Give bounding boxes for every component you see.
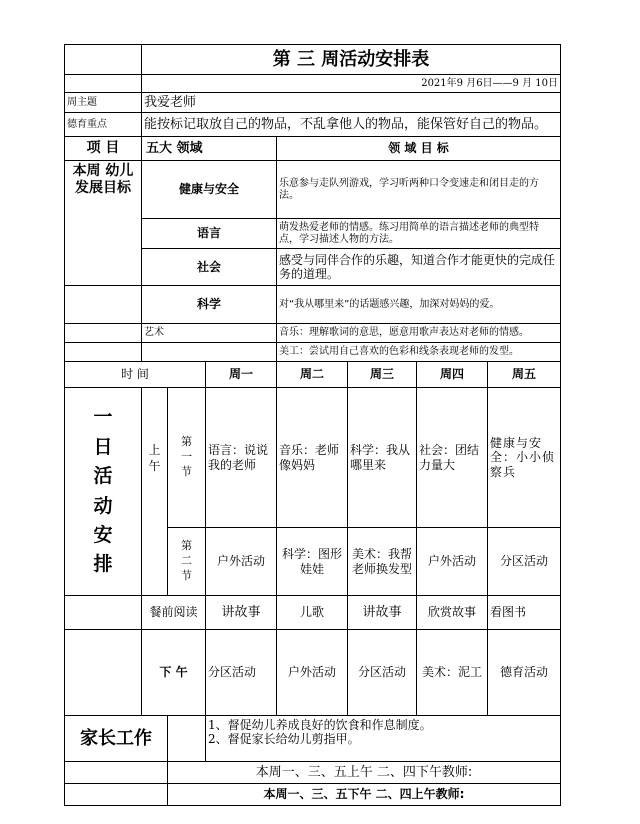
week-goal-label: 本周 幼儿 发展目标 bbox=[65, 161, 142, 286]
second-period-fri: 分区活动 bbox=[488, 528, 561, 596]
page-title: 第 三 周活动安排表 bbox=[142, 45, 561, 75]
first-period-thu: 社会：团结力量大 bbox=[417, 388, 488, 528]
first-period-label: 第一节 bbox=[168, 388, 206, 528]
reading-wed: 讲故事 bbox=[348, 596, 417, 630]
day-header-fri: 周五 bbox=[488, 362, 561, 388]
goal-language: 萌发热爱老师的情感。练习用简单的语言描述老师的典型特点，学习描述人物的方法。 bbox=[277, 219, 561, 249]
moral-label: 德育重点 bbox=[65, 113, 142, 137]
goal-art-music: 音乐：理解歌词的意思，愿意用歌声表达对老师的情感。 bbox=[277, 324, 561, 343]
parent-work-item: 2、督促家长给幼儿剪指甲。 bbox=[208, 732, 360, 747]
day-header-tue: 周二 bbox=[277, 362, 348, 388]
schedule-table bbox=[64, 44, 561, 806]
day-header-thu: 周四 bbox=[417, 362, 488, 388]
reading-fri: 看图书 bbox=[488, 596, 561, 630]
parent-work-item: 1、督促幼儿养成良好的饮食和作息制度。 bbox=[208, 718, 432, 732]
second-period-tue: 科学：图形娃娃 bbox=[277, 528, 348, 596]
parent-work-blank bbox=[168, 716, 206, 762]
teachers-blank-2 bbox=[65, 784, 168, 806]
goal-health: 乐意参与走队列游戏，学习听两种口令变速走和闭目走的方法。 bbox=[277, 161, 561, 219]
day-header-mon: 周一 bbox=[206, 362, 277, 388]
teachers-blank-1 bbox=[65, 762, 168, 784]
afternoon-blank bbox=[65, 630, 142, 716]
afternoon-fri: 德育活动 bbox=[488, 630, 561, 716]
goal-blank-3 bbox=[65, 343, 142, 362]
parent-work-label: 家长工作 bbox=[65, 716, 168, 762]
title-left-blank bbox=[65, 45, 142, 75]
first-period-tue: 音乐：老师像妈妈 bbox=[277, 388, 348, 528]
morning-label: 上午 bbox=[142, 388, 168, 596]
first-period-mon: 语言：说说我的老师 bbox=[206, 388, 277, 528]
goal-science: 对“我从哪里来”的话题感兴趣，加深对妈妈的爱。 bbox=[277, 286, 561, 324]
domain-social: 社会 bbox=[142, 249, 277, 286]
day-header-wed: 周三 bbox=[348, 362, 417, 388]
first-period-fri: 健康与安全：小小侦察兵 bbox=[488, 388, 561, 528]
schedule-time-header: 时 间 bbox=[65, 362, 206, 388]
teachers-line2: 本周一、三、五下午 二、四上午教师: bbox=[168, 784, 561, 806]
header-goal: 领 域 目 标 bbox=[277, 137, 561, 161]
second-period-thu: 户外活动 bbox=[417, 528, 488, 596]
header-item: 项 目 bbox=[65, 137, 142, 161]
goal-blank-1 bbox=[65, 286, 142, 324]
daily-schedule-label: 一日活动安排 bbox=[65, 388, 142, 596]
goal-social: 感受与同伴合作的乐趣，知道合作才能更快的完成任务的道理。 bbox=[277, 249, 561, 286]
reading-tue: 儿歌 bbox=[277, 596, 348, 630]
domain-art: 艺术 bbox=[142, 324, 277, 343]
reading-mon: 讲故事 bbox=[206, 596, 277, 630]
reading-label: 餐前阅读 bbox=[142, 596, 206, 630]
domain-art-blank bbox=[142, 343, 277, 362]
reading-thu: 欣赏故事 bbox=[417, 596, 488, 630]
first-period-wed: 科学：我从哪里来 bbox=[348, 388, 417, 528]
afternoon-mon: 分区活动 bbox=[206, 630, 277, 716]
second-period-label: 第二节 bbox=[168, 528, 206, 596]
teachers-line1: 本周一、三、五上午 二、四下午教师: bbox=[168, 762, 561, 784]
afternoon-wed: 分区活动 bbox=[348, 630, 417, 716]
theme-value: 我爱老师 bbox=[142, 93, 561, 113]
date-left-blank bbox=[65, 75, 142, 93]
goal-blank-2 bbox=[65, 324, 142, 343]
domain-science: 科学 bbox=[142, 286, 277, 324]
schedule-sheet bbox=[64, 44, 560, 806]
parent-work-items bbox=[206, 716, 561, 762]
domain-language: 语言 bbox=[142, 219, 277, 249]
theme-label: 周主题 bbox=[65, 93, 142, 113]
goal-art-craft: 美工：尝试用自己喜欢的色彩和线条表现老师的发型。 bbox=[277, 343, 561, 362]
header-domains: 五大 领域 bbox=[142, 137, 277, 161]
date-range: 2021年9 月6日——9 月 10日 bbox=[142, 75, 561, 93]
domain-health: 健康与安全 bbox=[142, 161, 277, 219]
afternoon-thu: 美术：泥工 bbox=[417, 630, 488, 716]
second-period-mon: 户外活动 bbox=[206, 528, 277, 596]
afternoon-label: 下 午 bbox=[142, 630, 206, 716]
afternoon-tue: 户外活动 bbox=[277, 630, 348, 716]
second-period-wed: 美术：我帮老师换发型 bbox=[348, 528, 417, 596]
moral-value: 能按标记取放自己的物品，不乱拿他人的物品，能保管好自己的物品。 bbox=[142, 113, 561, 137]
reading-blank bbox=[65, 596, 142, 630]
